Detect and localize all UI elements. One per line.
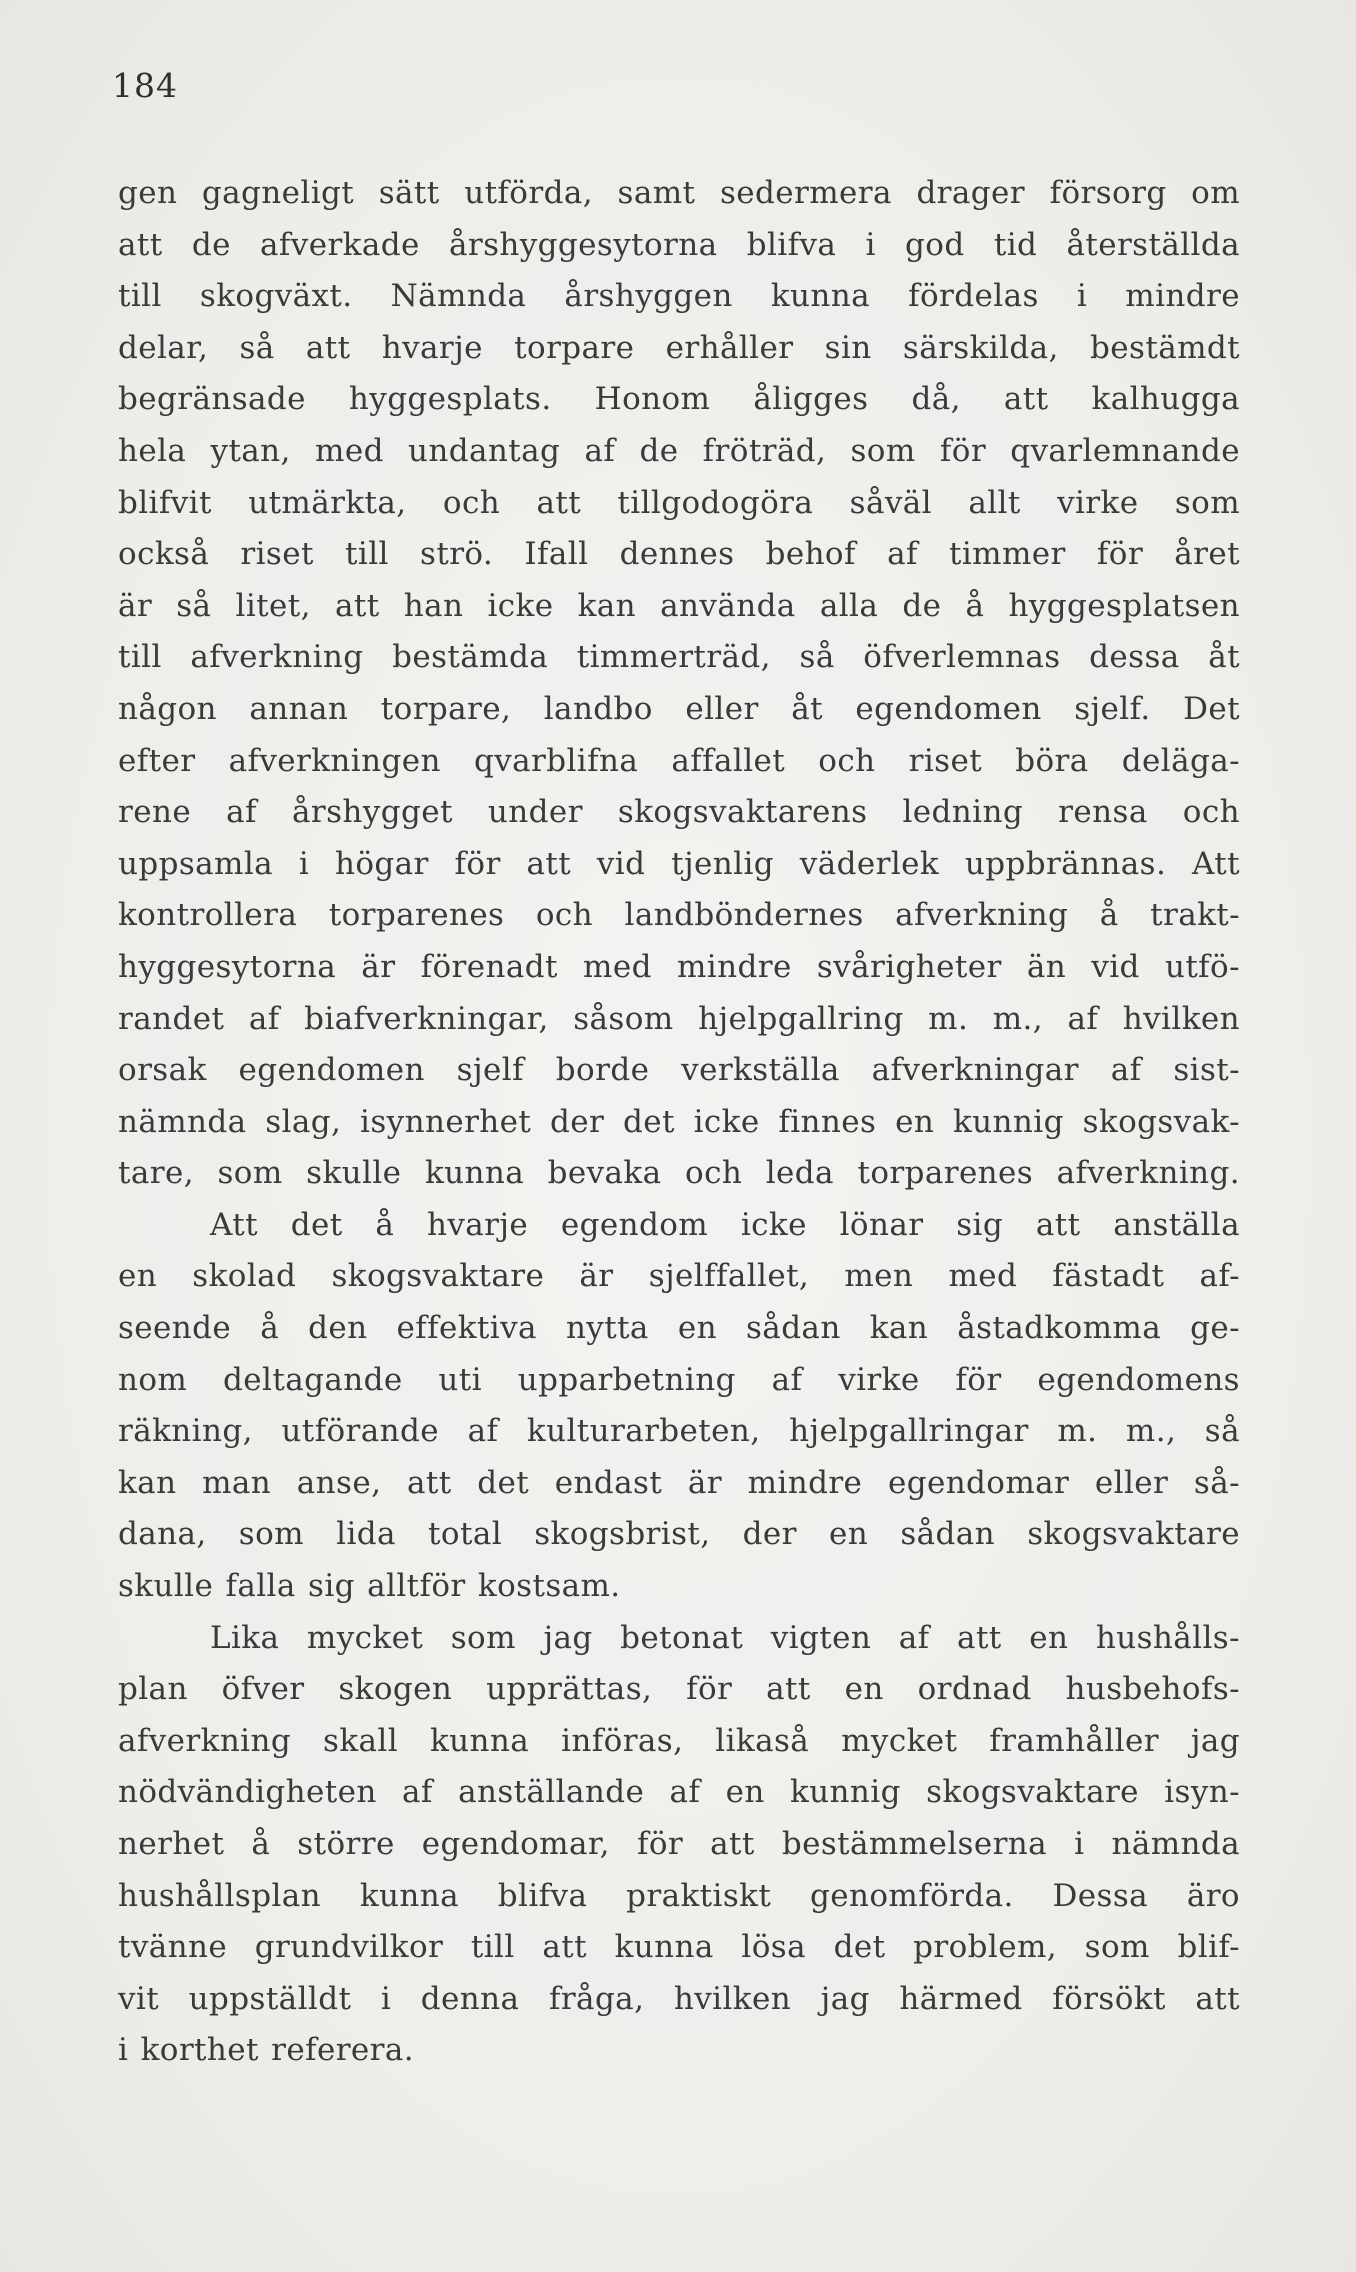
paragraph-2 <box>118 1200 1240 1613</box>
text-line: rene af årshygget under skogsvaktarens ledning rensa och <box>118 794 1240 831</box>
text-line: afverkning skall kunna införas, likaså mycket framhåller jag <box>118 1722 1240 1759</box>
text-line: är så litet, att han icke kan använda alla de å hyggesplatsen <box>118 587 1240 624</box>
text-line: till skogväxt. Nämnda årshyggen kunna fördelas i mindre <box>118 278 1240 315</box>
text-line: Att det å hvarje egendom icke lönar sig att anställa <box>210 1206 1240 1243</box>
text-line: kan man anse, att det endast är mindre egendomar eller så- <box>118 1464 1240 1501</box>
text-line: i korthet referera. <box>118 2032 415 2069</box>
text-line: dana, som lida total skogsbrist, der en sådan skogsvaktare <box>118 1516 1240 1553</box>
text-line: gen gagneligt sätt utförda, samt sedermera drager försorg om <box>118 175 1240 211</box>
text-line: någon annan torpare, landbo eller åt egendomen sjelf. Det <box>118 690 1240 727</box>
text-line: hushållsplan kunna blifva praktiskt genomförda. Dessa äro <box>118 1877 1240 1914</box>
text-line: hyggesytorna är förenadt med mindre svårigheter än vid utfö- <box>118 948 1240 985</box>
text-line: också riset till strö. Ifall dennes behof af timmer för året <box>118 536 1240 573</box>
text-line: att de afverkade årshyggesytorna blifva i god tid återställda <box>118 226 1240 263</box>
text-line: kontrollera torparenes och landböndernes afverkning å trakt- <box>118 897 1240 934</box>
text-line: orsak egendomen sjelf borde verkställa afverkningar af sist- <box>118 1052 1240 1089</box>
text-line: vit uppställdt i denna fråga, hvilken jag härmed försökt att <box>118 1980 1240 2017</box>
text-line: hela ytan, med undantag af de fröträd, som för qvarlemnande <box>118 432 1240 469</box>
text-line: seende å den effektiva nytta en sådan kan åstadkomma ge- <box>118 1310 1240 1347</box>
body-text <box>118 168 1240 2077</box>
text-line: till afverkning bestämda timmerträd, så öfverlemnas dessa åt <box>118 639 1240 676</box>
text-line: räkning, utförande af kulturarbeten, hjelpgallringar m. m., så <box>118 1413 1240 1450</box>
text-line: randet af biafverkningar, såsom hjelpgallring m. m., af hvilken <box>118 1000 1240 1037</box>
text-line: begränsade hyggesplats. Honom åligges då, att kalhugga <box>118 381 1240 418</box>
text-line: efter afverkningen qvarblifna affallet och riset böra deläga- <box>118 742 1240 779</box>
text-line: Lika mycket som jag betonat vigten af att en hushålls- <box>210 1619 1240 1656</box>
text-line: tare, som skulle kunna bevaka och leda torparenes afverkning. <box>118 1155 1240 1192</box>
text-line: plan öfver skogen upprättas, för att en ordnad husbehofs- <box>118 1671 1240 1708</box>
text-line: nödvändigheten af anställande af en kunnig skogsvaktare isyn- <box>118 1774 1240 1811</box>
page-number: 184 <box>112 66 178 105</box>
text-line: skulle falla sig alltför kostsam. <box>118 1568 621 1605</box>
text-line: delar, så att hvarje torpare erhåller sin särskilda, bestämdt <box>118 329 1240 366</box>
text-line: blifvit utmärkta, och att tillgodogöra såväl allt virke som <box>118 484 1240 521</box>
text-line: nerhet å större egendomar, för att bestämmelserna i nämnda <box>118 1826 1240 1862</box>
paragraph-3 <box>118 1613 1240 2077</box>
text-line: tvänne grundvilkor till att kunna lösa det problem, som blif- <box>118 1929 1240 1966</box>
text-line: en skolad skogsvaktare är sjelffallet, men med fästadt af- <box>118 1258 1240 1295</box>
text-line: nämnda slag, isynnerhet der det icke finnes en kunnig skogsvak- <box>118 1103 1240 1140</box>
paragraph-1 <box>118 168 1240 1200</box>
text-line: nom deltagande uti upparbetning af virke för egendomens <box>118 1361 1240 1398</box>
text-line: uppsamla i högar för att vid tjenlig väderlek uppbrännas. Att <box>118 845 1240 882</box>
